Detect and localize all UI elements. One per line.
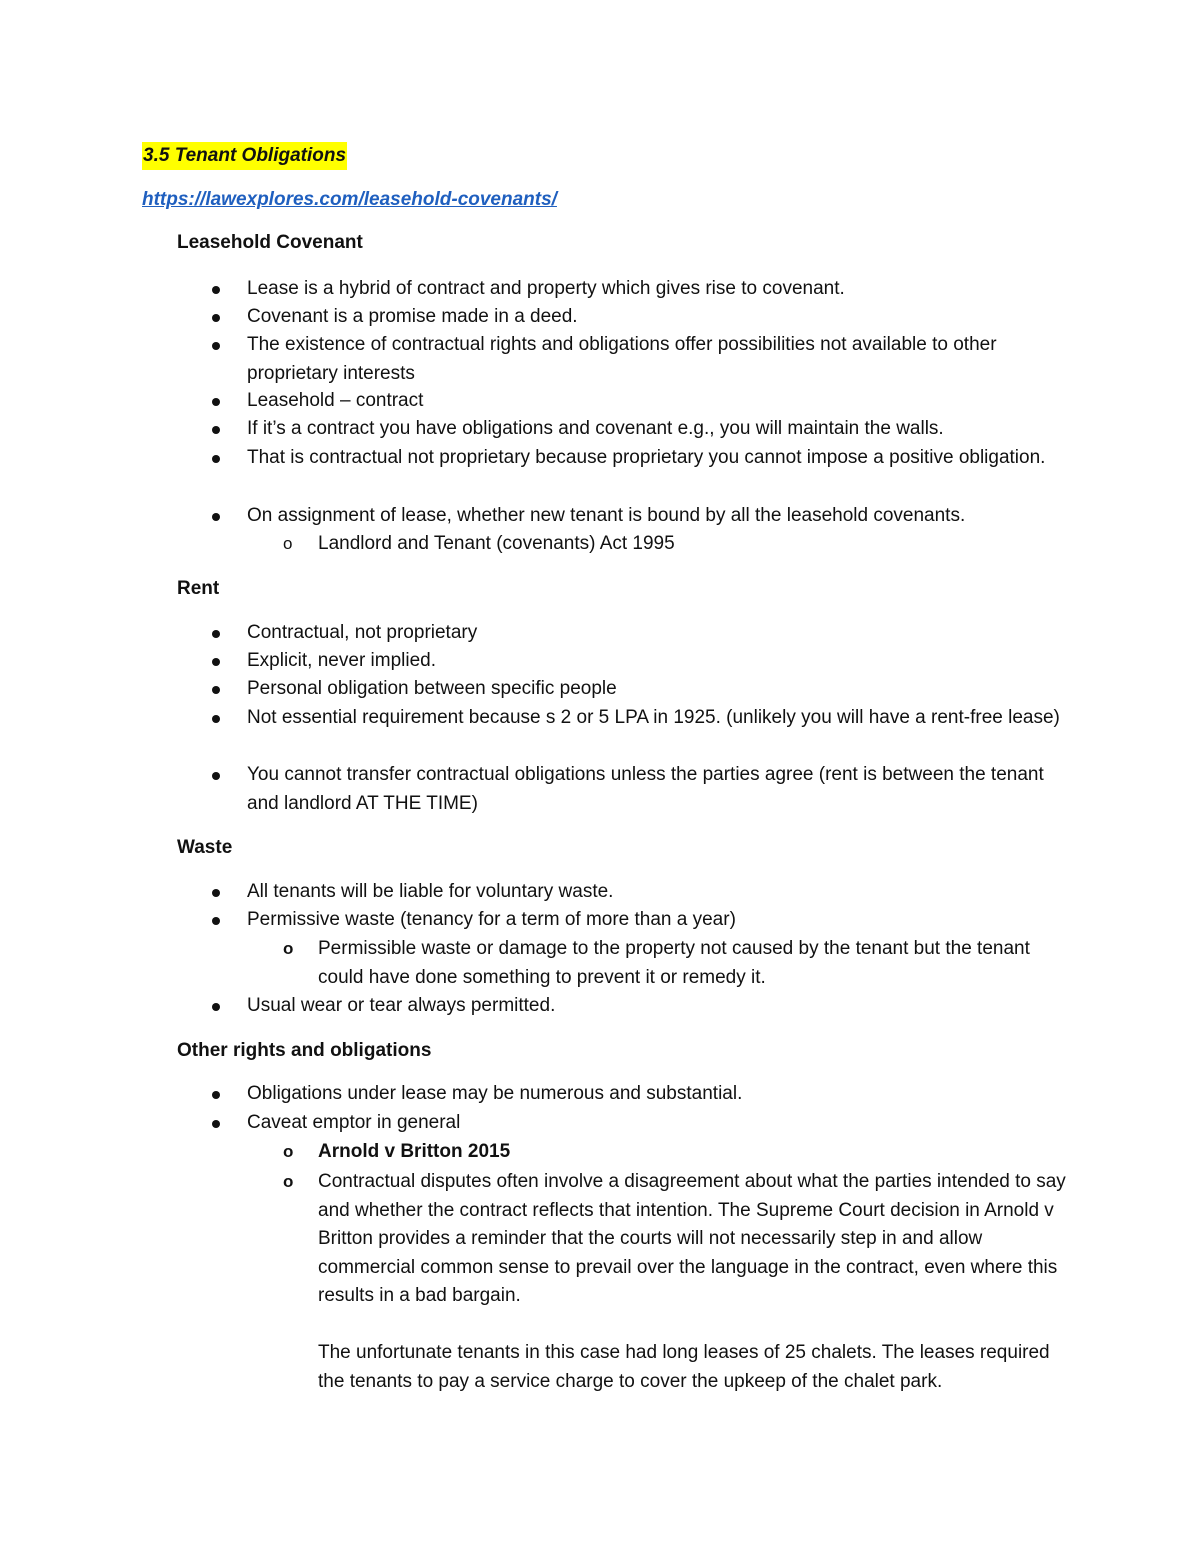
bullet-icon <box>212 917 220 925</box>
list-item: You cannot transfer contractual obligations unless the parties agree (rent is between the tenant and landlord AT THE TIME) <box>247 764 1044 814</box>
bullet-icon <box>212 342 220 350</box>
case-paragraph: The unfortunate tenants in this case had long leases of 25 chalets. The leases required the tenants to pay a service charge to cover the upkeep of the chalet park. <box>318 1342 1050 1392</box>
list-item: Obligations under lease may be numerous and substantial. <box>247 1083 743 1104</box>
heading-rent: Rent <box>177 578 220 599</box>
sub-bullet-icon: o <box>283 1142 294 1161</box>
heading-other-rights: Other rights and obligations <box>177 1040 432 1061</box>
bullet-icon <box>212 772 220 780</box>
list-item: Caveat emptor in general <box>247 1112 461 1133</box>
list-item: Contractual, not proprietary <box>247 622 478 643</box>
bullet-icon <box>212 630 220 638</box>
bullet-icon <box>212 715 220 723</box>
bullet-icon <box>212 1091 220 1099</box>
list-item: That is contractual not proprietary because proprietary you cannot impose a positive obligation. <box>247 447 1046 468</box>
bullet-icon <box>212 658 220 666</box>
bullet-icon <box>212 426 220 434</box>
sub-bullet-icon: o <box>283 939 294 958</box>
case-name: Arnold v Britton 2015 <box>318 1141 511 1162</box>
bullet-icon <box>212 1003 220 1011</box>
bullet-icon <box>212 889 220 897</box>
bullet-icon <box>212 314 220 322</box>
list-item: On assignment of lease, whether new tenant is bound by all the leasehold covenants. <box>247 505 966 526</box>
list-item: Explicit, never implied. <box>247 650 437 671</box>
sub-list-item: Landlord and Tenant (covenants) Act 1995 <box>318 533 675 554</box>
bullet-icon <box>212 286 220 294</box>
bullet-icon <box>212 686 220 694</box>
list-item: All tenants will be liable for voluntary waste. <box>247 881 614 902</box>
list-item: Personal obligation between specific people <box>247 678 617 699</box>
bullet-icon <box>212 513 220 521</box>
list-item: Covenant is a promise made in a deed. <box>247 306 578 327</box>
bullet-icon <box>212 455 220 463</box>
list-item: Not essential requirement because s 2 or 5 LPA in 1925. (unlikely you will have a rent-free lease) <box>247 707 1060 728</box>
document-title: 3.5 Tenant Obligations <box>142 142 347 170</box>
list-item: Leasehold – contract <box>247 390 424 411</box>
bullet-icon <box>212 1120 220 1128</box>
heading-waste: Waste <box>177 837 233 858</box>
source-link[interactable]: https://lawexplores.com/leasehold-covenants/ <box>142 189 557 210</box>
sub-list-item: Contractual disputes often involve a disagreement about what the parties intended to say and whether the contract reflects that intention. The Supreme Court decision in Arnold v Britton provides a reminder that the courts will not necessarily step in and allow commercial common sense to prevail over the language in the contract, even where this results in a bad bargain. <box>318 1171 1066 1306</box>
sub-bullet-icon: o <box>283 534 293 553</box>
sub-list-item: Permissible waste or damage to the property not caused by the tenant but the tenant could have done something to prevent it or remedy it. <box>318 938 1030 988</box>
bullet-icon <box>212 398 220 406</box>
list-item: The existence of contractual rights and obligations offer possibilities not available to other proprietary interests <box>247 334 997 384</box>
heading-leasehold-covenant: Leasehold Covenant <box>177 232 363 253</box>
list-item: Lease is a hybrid of contract and property which gives rise to covenant. <box>247 278 845 299</box>
list-item: Permissive waste (tenancy for a term of more than a year) <box>247 909 736 930</box>
sub-bullet-icon: o <box>283 1172 294 1191</box>
list-item: If it’s a contract you have obligations and covenant e.g., you will maintain the walls. <box>247 418 944 439</box>
list-item: Usual wear or tear always permitted. <box>247 995 556 1016</box>
